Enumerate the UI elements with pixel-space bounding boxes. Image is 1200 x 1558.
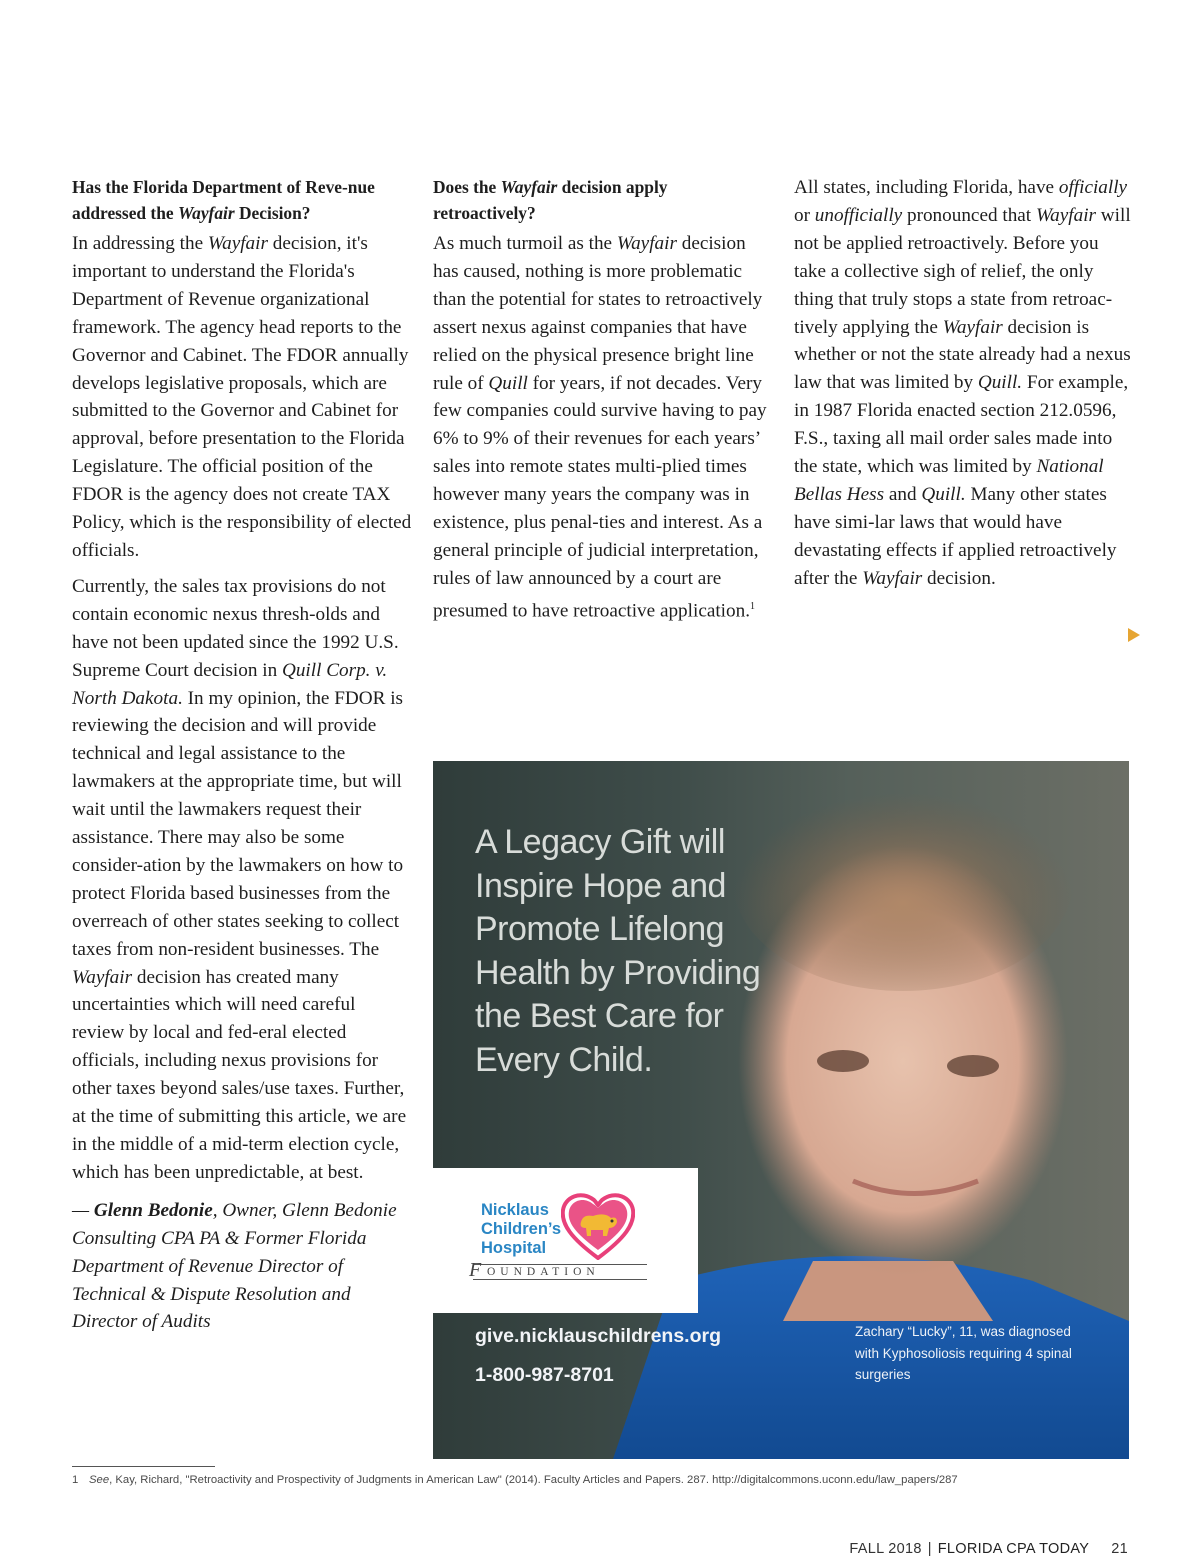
footnote-reference[interactable]: 1 <box>750 600 755 612</box>
paragraph: All states, including Florida, have officially or unofficially pronounced that Wayfair will not be applied retroactively. Before you take a collective sigh of relief, the only thing that truly stops a state from retroac-tively applying the Wayfair decision is whether or not the state already had a nexus law that was limited by Quill. For example, in 1987 Florida enacted section 212.0596, F.S., taxing all mail order sales made into the state, which was limited by National Bellas Hess and Quill. Many other states have simi-lar laws that would have devastating effects if applied retroactively after the Wayfair decision. <box>794 177 1131 589</box>
donation-phone-link[interactable]: 1-800-987-8701 <box>475 1364 614 1386</box>
ad-headline: A Legacy Gift will Inspire Hope and Promote Lifelong Health by Providing the Best Care for Every Child. <box>475 823 761 1079</box>
footnote: 1 See, Kay, Richard, "Retroactivity and Prospectivity of Judgments in American Law" (2014). Faculty Articles and Papers. 287. http://digitalcommons.uconn.edu/law_papers/287 <box>72 1474 958 1486</box>
column-2 <box>433 174 773 633</box>
photo-caption: Zachary “Lucky”, 11, was diagnosed with Kyphosoliosis requiring 4 spinal surgeries <box>855 1324 1072 1382</box>
column-3 <box>794 174 1134 601</box>
publication-name: FLORIDA CPA TODAY <box>937 1541 1090 1557</box>
paragraph: In addressing the Wayfair decision, it's important to understand the Florida's Department of Revenue organizational framework. The agency head reports to the Governor and Cabinet. The FDOR annually develops legislative proposals, which are submitted to the Governor and Cabinet for approval, before presentation to the Florida Legislature. The official position of the FDOR is the agency does not create TAX Policy, which is the responsibility of elected officials. <box>72 233 412 561</box>
footnote-divider <box>72 1466 215 1467</box>
foundation-label: F OUNDATION <box>473 1264 647 1280</box>
heart-bear-icon <box>561 1192 635 1260</box>
foundation-logo[interactable] <box>433 1168 698 1313</box>
logo-wordmark: Nicklaus Children’s Hospital <box>481 1201 562 1257</box>
page-number: 21 <box>1111 1541 1128 1557</box>
paragraph: Currently, the sales tax provisions do not contain economic nexus thresh-olds and have not been updated since the 1992 U.S. Supreme Court decision in Quill Corp. v. North Dakota. In my opinion, the FDOR is reviewing the decision and will provide technical and legal assistance to the lawmakers at the appropriate time, but will wait until the lawmakers request their assistance. There may also be some consider-ation by the lawmakers on how to protect Florida based businesses from the overreach of other states seeking to collect taxes from non-resident businesses. The Wayfair decision has created many uncertainties which will need careful review by local and fed-eral elected officials, including nexus provisions for other taxes beyond sales/use taxes. Further, at the time of submitting this article, we are in the middle of a mid-term election cycle, which has been unpredictable, at best. <box>72 575 407 1183</box>
section-heading-fdor: Has the Florida Department of Reve-nue addressed the Wayfair Decision? <box>72 177 375 223</box>
author-signature: — Glenn Bedonie, Owner, Glenn Bedonie Consulting CPA PA & Former Florida Department of Revenue Director of Technical & Dispute Resolution and Director of Audits <box>72 1199 397 1333</box>
paragraph: As much turmoil as the Wayfair decision has caused, nothing is more problematic than the potential for states to retroactively assert nexus against companies that have relied on the physical presence bright line rule of Quill for years, if not decades. Very few companies could survive having to pay 6% to 9% of their revenues for each years’ sales into remote states multi-plied times however many years the company was in existence, plus penal-ties and interest. As a general principle of judicial interpretation, rules of law announced by a court are presumed to have retroactive application.$^1$ <box>433 233 767 622</box>
page-folio: FALL 2018 | FLORIDA CPA TODAY 21 <box>849 1541 1128 1557</box>
donation-url-link[interactable]: give.nicklauschildrens.org <box>475 1325 721 1347</box>
advertisement[interactable] <box>433 761 1129 1459</box>
section-heading-retroactive: Does the Wayfair decision apply retroactively? <box>433 177 668 223</box>
continue-arrow-icon <box>1128 628 1140 642</box>
column-1 <box>72 174 412 1336</box>
issue-label: FALL 2018 <box>849 1541 922 1557</box>
